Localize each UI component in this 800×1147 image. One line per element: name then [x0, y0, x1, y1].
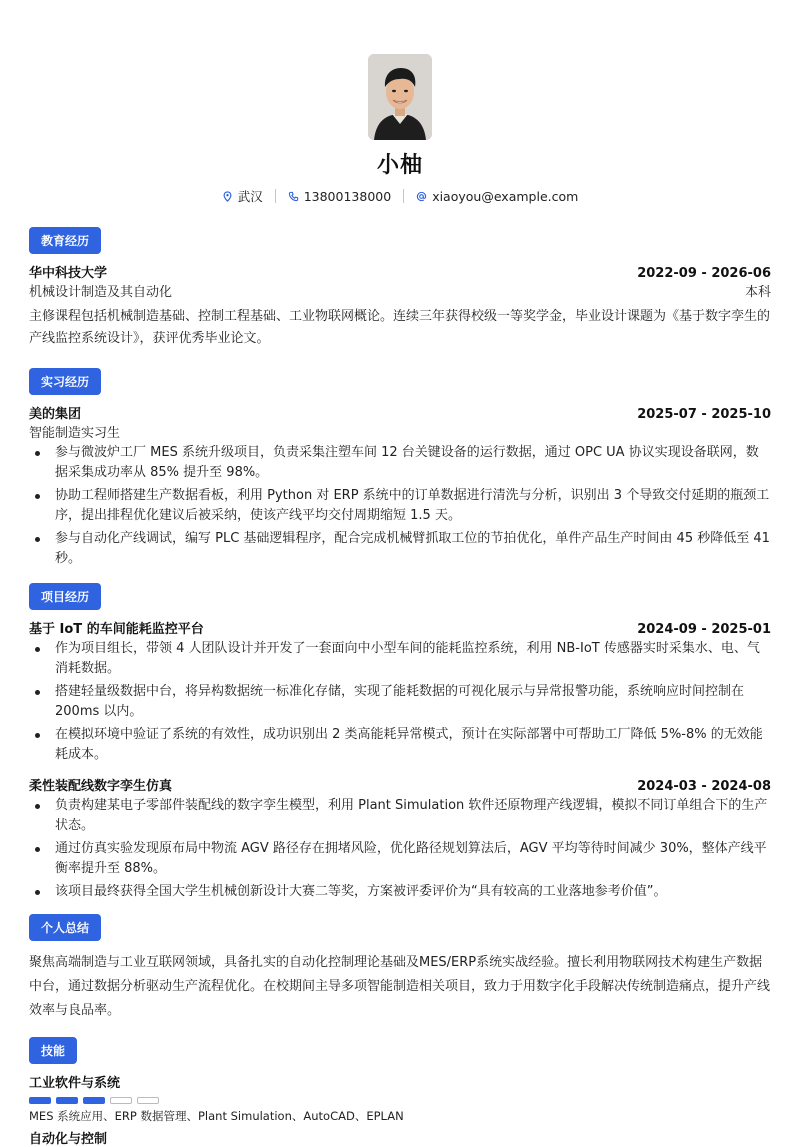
project-header-row	[29, 618, 771, 637]
skills-heading: 技能	[29, 1037, 77, 1064]
education-date: 2022-09 - 2026-06	[637, 266, 771, 281]
resume-header	[29, 0, 771, 205]
avatar-photo	[368, 54, 432, 140]
projects-heading: 项目经历	[29, 583, 101, 610]
skill-level-segment	[56, 1097, 78, 1104]
skill-group-name: 工业软件与系统	[29, 1076, 121, 1091]
internship-heading: 实习经历	[29, 368, 101, 395]
skill-group-name: 自动化与控制	[29, 1132, 108, 1147]
internship-role: 智能制造实习生	[29, 426, 121, 441]
major: 机械设计制造及其自动化	[29, 285, 173, 300]
education-entry	[29, 262, 771, 350]
project-entry	[29, 775, 771, 902]
divider	[275, 189, 276, 203]
list-item: 通过仿真实验发现原布局中物流 AGV 路径存在拥堵风险，优化路径规划算法后，AGV 平均等待时间减少 30%，整体产线平衡率提升至 88%。	[29, 839, 771, 879]
skill-group	[29, 1072, 771, 1124]
internship-entry	[29, 403, 771, 569]
project-title: 柔性装配线数字孪生仿真	[29, 779, 173, 794]
phone-text: 13800138000	[303, 188, 392, 204]
divider	[403, 189, 404, 203]
project-bullets	[29, 796, 771, 902]
summary-section	[29, 914, 771, 1023]
education-section	[29, 227, 771, 350]
list-item: 参与微波炉工厂 MES 系统升级项目，负责采集注塑车间 12 台关键设备的运行数据，通过 OPC UA 协议实现设备联网，数据采集成功率从 85% 提升至 98%。	[29, 443, 771, 483]
email-text[interactable]: xiaoyou@example.com	[432, 188, 579, 204]
phone-icon	[288, 191, 299, 202]
location-pin-icon	[222, 191, 233, 202]
skill-level-segment	[83, 1097, 105, 1104]
project-date: 2024-09 - 2025-01	[637, 622, 771, 637]
internship-section	[29, 368, 771, 569]
project-entry	[29, 618, 771, 765]
contact-info	[29, 187, 771, 205]
internship-header-row	[29, 403, 771, 422]
education-header-row	[29, 262, 771, 281]
summary-text: 聚焦高端制造与工业互联网领域，具备扎实的自动化控制理论基础及MES/ERP系统实战经验。擅长利用物联网技术构建生产数据中台，通过数据分析驱动生产流程优化。在校期间主导多项智能制造相关项目，致力于用数字化手段解决传统制造痛点，提升产线效率与良品率。	[29, 955, 771, 1018]
internship-date: 2025-07 - 2025-10	[637, 407, 771, 422]
education-sub-row	[29, 281, 771, 300]
skill-level-segment	[29, 1097, 51, 1104]
avatar	[368, 54, 432, 140]
location-text: 武汉	[237, 189, 263, 204]
skill-level-bar	[29, 1097, 771, 1104]
candidate-name: 小柚	[376, 153, 423, 178]
contact-email[interactable]	[416, 189, 578, 204]
projects-section	[29, 583, 771, 902]
list-item: 作为项目组长，带领 4 人团队设计并开发了一套面向中小型车间的能耗监控系统，利用 NB-IoT 传感器实时采集水、电、气消耗数据。	[29, 639, 771, 679]
summary-heading: 个人总结	[29, 914, 101, 941]
skills-section	[29, 1037, 771, 1147]
contact-phone	[288, 189, 391, 204]
project-bullets	[29, 639, 771, 765]
education-description: 主修课程包括机械制造基础、控制工程基础、工业物联网概论。连续三年获得校级一等奖学金，毕业设计课题为《基于数字孪生的产线监控系统设计》，获评优秀毕业论文。	[29, 309, 771, 346]
project-title: 基于 IoT 的车间能耗监控平台	[29, 622, 204, 637]
list-item: 该项目最终获得全国大学生机械创新设计大赛二等奖，方案被评委评价为“具有较高的工业落地参考价值”。	[29, 882, 771, 902]
degree: 本科	[744, 285, 771, 300]
skill-level-segment	[110, 1097, 132, 1104]
skill-group	[29, 1128, 771, 1147]
list-item: 负责构建某电子零部件装配线的数字孪生模型，利用 Plant Simulation 软件还原物理产线逻辑，模拟不同订单组合下的生产状态。	[29, 796, 771, 836]
education-heading: 教育经历	[29, 227, 101, 254]
list-item: 在模拟环境中验证了系统的有效性，成功识别出 2 类高能耗异常模式，预计在实际部署中可帮助工厂降低 5%-8% 的无效能耗成本。	[29, 725, 771, 765]
skill-group-description: MES 系统应用、ERP 数据管理、Plant Simulation、AutoCAD、EPLAN	[29, 1109, 404, 1123]
contact-location	[222, 187, 263, 205]
at-sign-icon	[416, 191, 427, 202]
internship-bullets	[29, 443, 771, 569]
list-item: 参与自动化产线调试，编写 PLC 基础逻辑程序，配合完成机械臂抓取工位的节拍优化，单件产品生产时间由 45 秒降低至 41 秒。	[29, 529, 771, 569]
skill-level-segment	[137, 1097, 159, 1104]
project-header-row	[29, 775, 771, 794]
list-item: 搭建轻量级数据中台，将异构数据统一标准化存储，实现了能耗数据的可视化展示与异常报警功能，系统响应时间控制在 200ms 以内。	[29, 682, 771, 722]
project-date: 2024-03 - 2024-08	[637, 779, 771, 794]
company-name: 美的集团	[29, 407, 82, 422]
list-item: 协助工程师搭建生产数据看板，利用 Python 对 ERP 系统中的订单数据进行清洗与分析，识别出 3 个导致交付延期的瓶颈工序，提出排程优化建议后被采纳，使该产线平均交付周期缩短 1.5 天。	[29, 486, 771, 526]
school-name: 华中科技大学	[29, 266, 108, 281]
